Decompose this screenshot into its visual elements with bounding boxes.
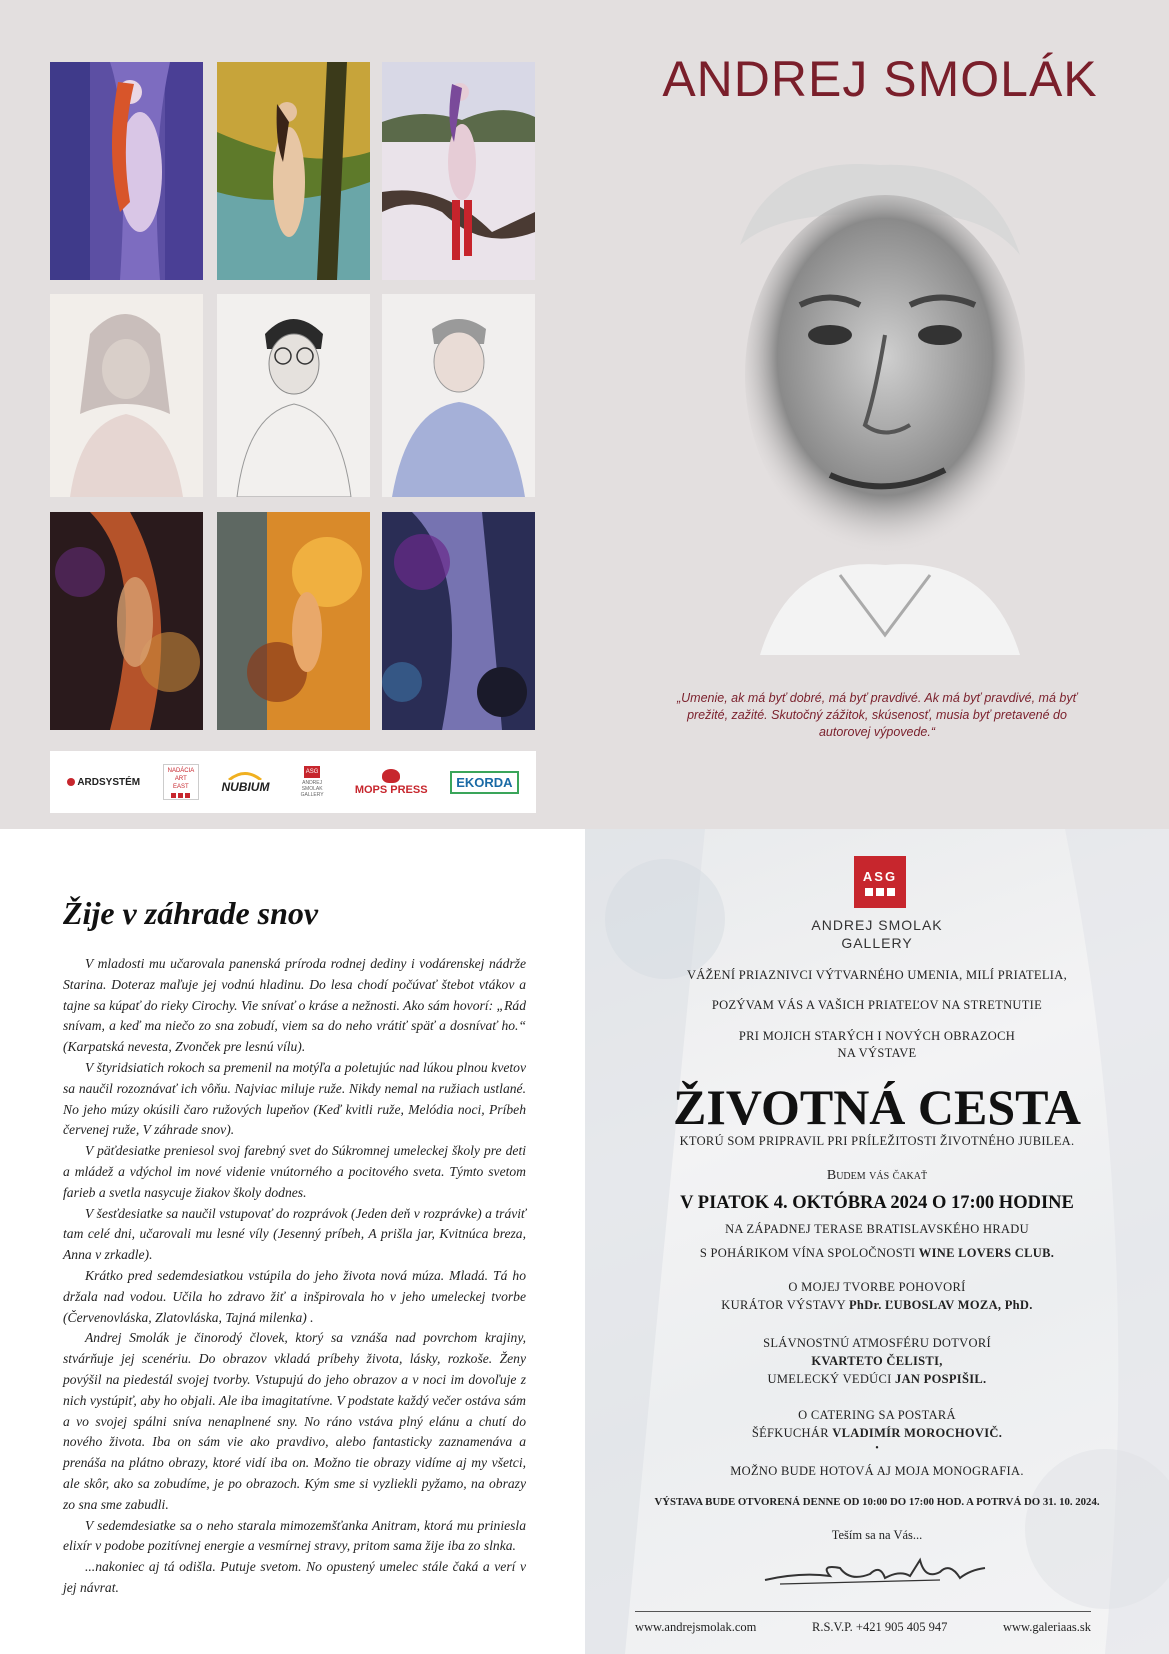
partner-logo-ekorda: EKORDA — [450, 771, 518, 794]
painting-redhead-forest — [50, 62, 203, 280]
monograph-line: MOŽNO BUDE HOTOVÁ AJ MOJA MONOGRAFIA. — [730, 1464, 1024, 1478]
bio-text — [63, 954, 526, 1599]
signature-image — [760, 1550, 990, 1590]
talk-line: O MOJEJ TVORBE POHOVORÍ — [788, 1280, 966, 1294]
greeting: VÁŽENÍ PRIAZNIVCI VÝTVARNÉHO UMENIA, MILÍ PRIATELIA, — [686, 968, 1068, 982]
event-venue: NA ZÁPADNEJ TERASE BRATISLAVSKÉHO HRADU — [725, 1222, 1029, 1236]
bio-paragraph: V šesťdesiatke sa naučil vstupovať do rozprávok (Jeden deň v rozprávke) a tráviť tam celé dni, učarovali mu lesné víly (Jesenný príbeh, A prišla jar, Kvitnúca breza, Anna v zrkadle). — [63, 1205, 526, 1263]
gallery-website-link[interactable]: www.galeriaas.sk — [1002, 1620, 1091, 1634]
painting-abstract-dark — [50, 512, 203, 730]
painting-nude-red-stockings — [382, 62, 535, 280]
painting-abstract-blue — [382, 512, 535, 730]
wine-line: S POHÁRIKOM VÍNA SPOLOČNOSTI WINE LOVERS CLUB. — [699, 1246, 1055, 1260]
exhibition-subtitle: KTORÚ SOM PRIPRAVIL PRI PRÍLEŽITOSTI ŽIVOTNÉHO JUBILEA. — [679, 1134, 1075, 1148]
partner-logos — [50, 751, 536, 813]
artist-portrait-photo — [700, 135, 1060, 655]
artist-name: ANDREJ SMOLÁK — [662, 51, 1098, 107]
mops-dog-icon — [382, 769, 400, 783]
bio-paragraph: Krátko pred sedemdesiatkou vstúpila do jeho života nová múza. Mladá. Tá ho držala nad vodou. Učila ho zdravo žiť a inšpirovala ho v jeho umeleckej tvorbe (Červenovláska, Zlatovláska, Tajná milenka) . — [63, 1267, 526, 1325]
drawing-old-woman-headscarf — [50, 294, 203, 497]
partner-logo-mops-press: MOPS PRESS — [355, 769, 428, 796]
closing-line: Teším sa na Vás... — [831, 1528, 923, 1542]
exhibition-intro: NA VÝSTAVE — [837, 1046, 917, 1060]
ensemble-name: KVARTETO ČELISTI, — [811, 1354, 943, 1368]
asg-logo-text: ASG — [862, 868, 898, 884]
footer — [635, 1620, 1091, 1635]
exhibition-title: ŽIVOTNÁ CESTA — [673, 1079, 1081, 1135]
atmosphere-line: SLÁVNOSTNÚ ATMOSFÉRU DOTVORÍ — [763, 1336, 991, 1350]
artist-website-link[interactable]: www.andrejsmolak.com — [635, 1620, 757, 1634]
curator-line: KURÁTOR VÝSTAVY PhDr. ĽUBOSLAV MOZA, PhD. — [721, 1298, 1033, 1312]
asg-logo — [854, 856, 906, 908]
gallery-name: ANDREJ SMOLAK GALLERY — [811, 917, 943, 951]
footer-divider — [635, 1611, 1091, 1612]
bio-paragraph: Andrej Smolák je činorodý človek, ktorý sa vznáša nad povrchom krajiny, stvárňuje jej scenériu. Do obrazov vkladá príbehy života, lásky, rozkoše. Ženy povýšil na piedestál svojej tvorby. Vstupujú do jeho obrazov a v noci im dovoľuje z nich vystúpiť, aby ho objali. Ale iba imagitatívne. V podstate každý večer ostáva sám a vo svojej spálni sníva nenaplnené sny. No ráno vstáva plný elánu a chutí do nového života. Iba on sám vie ako pravdivo, alebo fantasticky zaznamenáva a prenáša na plátno obrazy, ktoré vidí iba on. Možno tie obrazy vidíme aj my všetci, ale skôr, ako sa zobudíme, je po obrazoch. Kým sme si vyzliekli pyžamo, na obrazy zo sna sme zabudli. — [63, 1330, 526, 1512]
bio-paragraph: V päťdesiatke preniesol svoj farebný svet do Súkromnej umeleckej školy pre deti a mládež a vdýchol im nové videnie vnútorného a pocitového sveta. Týmto svetom farieb a svetla nasycuje žiakov školy dodnes. — [63, 1143, 526, 1200]
drawing-man-blue-shirt — [382, 294, 535, 497]
asg-mini-mark: ASG — [304, 766, 321, 778]
nubium-arc-icon — [227, 771, 263, 780]
partner-logo-nubium: NUBIUM — [221, 771, 269, 794]
bio-title: Žije v záhrade snov — [63, 895, 319, 931]
paintings-line: PRI MOJICH STARÝCH I NOVÝCH OBRAZOCH — [738, 1029, 1016, 1043]
partner-logo-art-east: NADÁCIA ART EAST — [163, 764, 199, 800]
bio-paragraph: V sedemdesiatke sa o neho starala mimozemšťanka Anitram, ktorá mu priniesla elixír v podobe pozitívnej energie a vesmírnej stravy, pritom sama žije iba zo slnka. — [63, 1517, 526, 1554]
opening-hours: VÝSTAVA BUDE OTVORENÁ DENNE OD 10:00 DO 17:00 HOD. A POTRVÁ DO 31. 10. 2024. — [654, 1496, 1100, 1508]
invite-line: POZÝVAM VÁS A VAŠICH PRIATEĽOV NA STRETNUTIE — [711, 998, 1043, 1012]
partner-logo-ardsystem: ARDSYSTÉM — [67, 777, 140, 788]
catering-line: O CATERING SA POSTARÁ — [798, 1408, 956, 1422]
art-east-squares-icon — [171, 793, 190, 798]
bio-paragraph: V štyridsiatich rokoch sa premenil na motýľa a poletujúc nad lúkou plnou kvetov sa naučil rozoznávať ich vôňu. Najviac miluje ruže. Nikdy nemal na ružiach ustlané. No jeho múzy okúsili čaro ružových lupeňov (Keď kvitli ruže, Melódia noci, Príbeh červenej ruže, V záhrade snov). — [63, 1059, 526, 1138]
rsvp-phone[interactable]: R.S.V.P. +421 905 405 947 — [812, 1620, 948, 1634]
separator-dot: • — [875, 1443, 879, 1454]
waiting-line: Budem vás čakať — [826, 1168, 928, 1183]
artist-quote: „Umenie, ak má byť dobré, má byť pravdivé. Ak má byť pravdivé, má byť prežité, zažité. Skutočný zážitok, skúsenosť, musia byť pretavené do autorovej výpovede.“ — [676, 691, 1078, 739]
painting-nude-by-stream — [217, 62, 370, 280]
red-dot-icon — [67, 778, 75, 786]
event-date: V PIATOK 4. OKTÓBRA 2024 O 17:00 HODINE — [680, 1193, 1074, 1213]
painting-abstract-orange — [217, 512, 370, 730]
bio-paragraph: ...nakoniec aj tá odišla. Putuje svetom. No opustený umelec stále čaká a verí v jej návrat. — [63, 1559, 526, 1595]
drawing-man-with-glasses — [217, 294, 370, 497]
partner-logo-asg: ASG ANDREJ SMOLAK GALLERY — [292, 766, 332, 798]
bio-paragraph: V mladosti mu učarovala panenská príroda rodnej dediny i vodárenskej nádrže Starina. Doteraz maľuje jej vodnú hladinu. Do lesa chodí počúvať štebot vtákov a tajne sa kúpať do rieky Cirochy. Vie snívať o kráse a nežnosti. Ako sám hovorí: „Rád snívam, a keď ma niečo zo sna zobudí, viem sa do neho vrátiť späť a dosnívať ho.“ (Karpatská nevesta, Zvonček pre lesnú vílu). — [63, 956, 526, 1055]
asg-squares-icon — [865, 888, 895, 896]
leader-line: UMELECKÝ VEDÚCI JAN POSPIŠIL. — [767, 1372, 987, 1386]
chef-line: ŠÉFKUCHÁR VLADIMÍR MOROCHOVIČ. — [751, 1426, 1003, 1440]
